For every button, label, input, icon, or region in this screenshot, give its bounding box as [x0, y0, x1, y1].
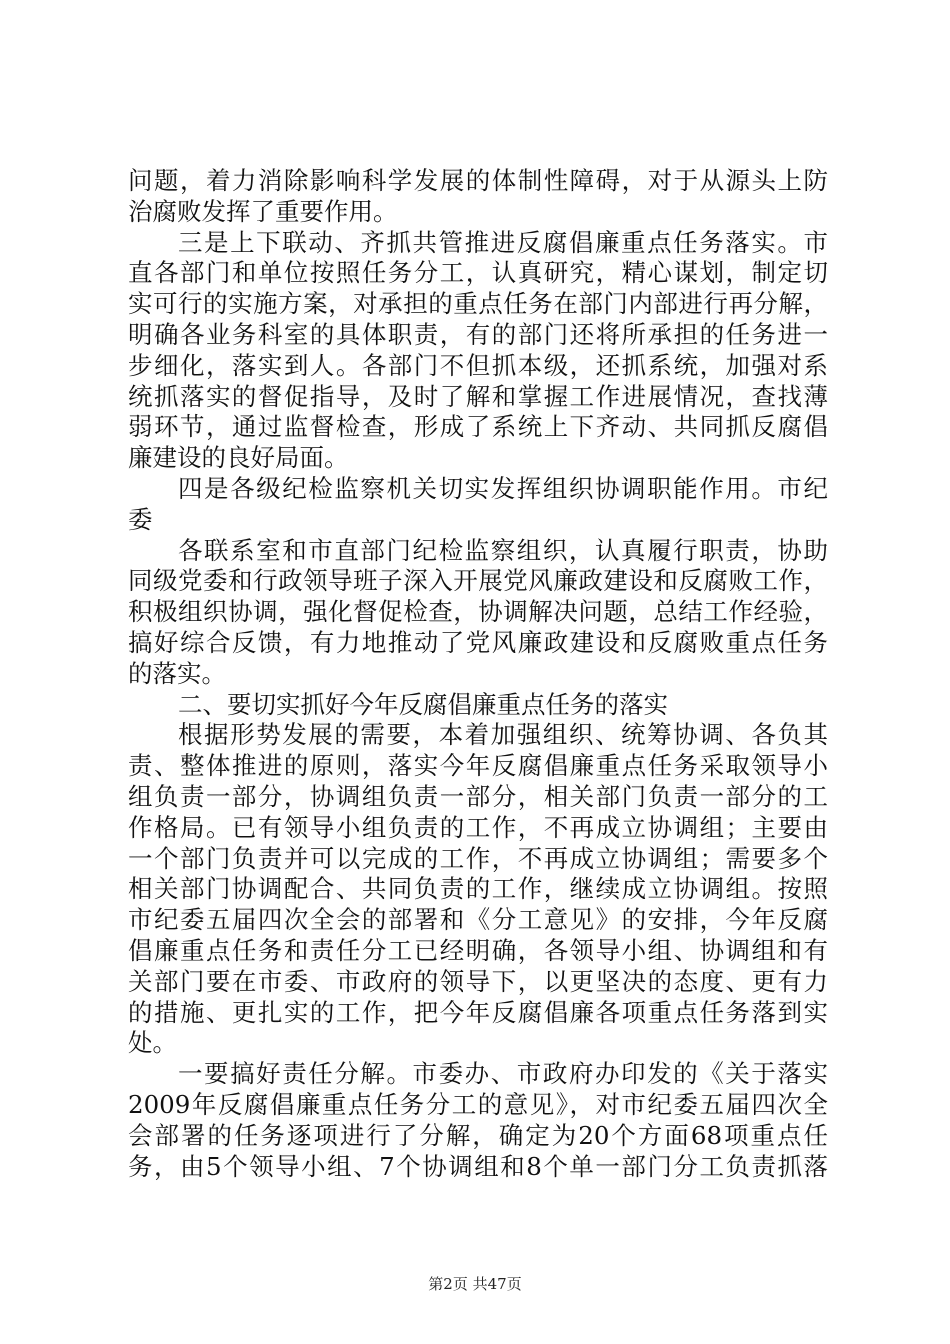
text-line: 四是各级纪检监察机关切实发挥组织协调职能作用。市纪 [178, 473, 828, 503]
text-line: 积极组织协调，强化督促检查，协调解决问题，总结工作经验， [128, 597, 828, 627]
text-line: 倡廉重点任务和责任分工已经明确，各领导小组、协调组和有 [128, 935, 828, 965]
text-line: 责、整体推进的原则，落实今年反腐倡廉重点任务采取领导小 [128, 751, 828, 781]
text-line: 二、要切实抓好今年反腐倡廉重点任务的落实 [178, 689, 668, 719]
text-line: 问题，着力消除影响科学发展的体制性障碍，对于从源头上防 [128, 166, 828, 195]
text-line: 的措施、更扎实的工作，把今年反腐倡廉各项重点任务落到实 [128, 997, 828, 1027]
document-body [128, 166, 828, 1182]
page-footer: 第2页 共47页 [428, 1275, 522, 1293]
text-line: 委 [128, 504, 153, 534]
text-line: 同级党委和行政领导班子深入开展党风廉政建设和反腐败工作， [128, 566, 828, 596]
text-line: 相关部门协调配合、共同负责的工作，继续成立协调组。按照 [128, 874, 828, 904]
text-line: 各联系室和市直部门纪检监察组织，认真履行职责，协助 [178, 535, 828, 565]
text-line: 三是上下联动、齐抓共管推进反腐倡廉重点任务落实。市 [178, 227, 828, 257]
text-line: 搞好综合反馈，有力地推动了党风廉政建设和反腐败重点任务 [128, 627, 828, 657]
text-line: 关部门要在市委、市政府的领导下，以更坚决的态度、更有力 [128, 966, 828, 996]
text-line: 直各部门和单位按照任务分工，认真研究，精心谋划，制定切 [128, 258, 828, 288]
text-line: 统抓落实的督促指导，及时了解和掌握工作进展情况，查找薄 [128, 381, 828, 411]
text-line: 务，由5个领导小组、7个协调组和8个单一部门分工负责抓落 [128, 1151, 828, 1181]
text-line: 会部署的任务逐项进行了分解，确定为20个方面68项重点任 [128, 1120, 828, 1150]
text-line: 的落实。 [128, 658, 226, 688]
text-line: 步细化，落实到人。各部门不但抓本级，还抓系统，加强对系 [128, 350, 828, 380]
text-line: 治腐败发挥了重要作用。 [128, 196, 398, 226]
text-line: 实可行的实施方案，对承担的重点任务在部门内部进行再分解， [128, 289, 828, 319]
text-line: 一要搞好责任分解。市委办、市政府办印发的《关于落实 [178, 1059, 828, 1089]
text-line: 组负责一部分，协调组负责一部分，相关部门负责一部分的工 [128, 781, 828, 811]
text-line: 处。 [128, 1028, 177, 1058]
text-line: 作格局。已有领导小组负责的工作，不再成立协调组；主要由 [128, 812, 828, 842]
text-line: 一个部门负责并可以完成的工作，不再成立协调组；需要多个 [128, 843, 828, 873]
text-line: 2009年反腐倡廉重点任务分工的意见》，对市纪委五届四次全 [128, 1089, 828, 1119]
text-line: 市纪委五届四次全会的部署和《分工意见》的安排，今年反腐 [128, 905, 828, 935]
text-line: 弱环节，通过监督检查，形成了系统上下齐动、共同抓反腐倡 [128, 412, 828, 442]
text-line: 廉建设的良好局面。 [128, 443, 349, 473]
text-line: 根据形势发展的需要，本着加强组织、统筹协调、各负其 [178, 720, 828, 750]
text-line: 明确各业务科室的具体职责，有的部门还将所承担的任务进一 [128, 319, 828, 349]
